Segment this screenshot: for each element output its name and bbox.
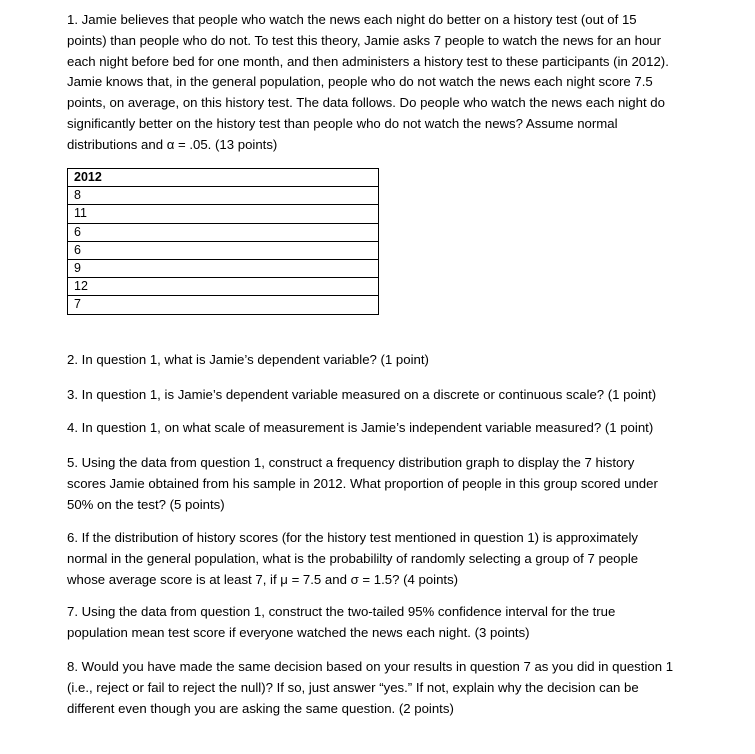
- table-header-row: [68, 169, 379, 187]
- table-cell: 8: [68, 187, 379, 205]
- question-7: [67, 602, 697, 644]
- question-6-line: 6. If the distribution of history scores (for the history test mentioned in question 1) is approximately: [67, 530, 638, 545]
- question-3: [67, 385, 697, 406]
- table-cell: 7: [68, 296, 379, 314]
- table-cell: 9: [68, 259, 379, 277]
- question-7-line: population mean test score if everyone watched the news each night. (3 points): [67, 624, 530, 640]
- question-5-line: 50% on the test? (5 points): [67, 496, 225, 512]
- question-8-line: (i.e., reject or fail to reject the null)? If so, just answer “yes.” If not, explain why the decision can be: [67, 679, 639, 695]
- table-cell: 6: [68, 241, 379, 259]
- table-row: [68, 223, 379, 241]
- question-7-line: 7. Using the data from question 1, construct the two-tailed 95% confidence interval for the true: [67, 604, 616, 619]
- question-6-line: normal in the general population, what is the probabililty of randomly selecting a group of 7 people: [67, 550, 639, 566]
- question-1-line: each night before bed for one month, and then administers a history test to these participants (in 2012).: [67, 53, 669, 69]
- table-row: [68, 187, 379, 205]
- table-header-cell: 2012: [68, 169, 379, 187]
- question-4: [67, 418, 697, 439]
- question-8: [67, 657, 697, 719]
- table-cell: 12: [68, 278, 379, 296]
- question-5-line: scores Jamie obtained from his sample in 2012. What proportion of people in this group scored under: [67, 475, 658, 491]
- question-6-line: whose average score is at least 7, if μ = 7.5 and σ = 1.5? (4 points): [67, 571, 459, 587]
- question-8-line: different even though you are asking the same question. (2 points): [67, 700, 454, 716]
- question-5: [67, 453, 697, 515]
- question-8-line: 8. Would you have made the same decision based on your results in question 7 as you did in question 1: [67, 659, 674, 674]
- question-1: [67, 10, 697, 156]
- table-row: [68, 296, 379, 314]
- question-3-line: 3. In question 1, is Jamie’s dependent variable measured on a discrete or continuous scale? (1 point): [67, 387, 657, 402]
- scores-table: [67, 168, 379, 315]
- table-row: [68, 259, 379, 277]
- table-row: [68, 205, 379, 223]
- table-row: [68, 278, 379, 296]
- table-cell: 6: [68, 223, 379, 241]
- question-1-line: significantly better on the history test than people who do not watch the news? Assume normal: [67, 115, 618, 131]
- question-2: [67, 350, 697, 371]
- table-cell: 11: [68, 205, 379, 223]
- question-5-line: 5. Using the data from question 1, construct a frequency distribution graph to display the 7 history: [67, 455, 635, 470]
- question-6: [67, 528, 697, 590]
- question-1-line: distributions and α = .05. (13 points): [67, 136, 278, 152]
- question-1-line: 1. Jamie believes that people who watch the news each night do better on a history test (out of 15: [67, 12, 637, 27]
- table-row: [68, 241, 379, 259]
- question-1-line: points, on average, on this history test. The data follows. Do people who watch the news each night do: [67, 95, 665, 111]
- question-1-line: points) than people who do not. To test this theory, Jamie asks 7 people to watch the news for an hour: [67, 32, 662, 48]
- question-2-line: 2. In question 1, what is Jamie’s dependent variable? (1 point): [67, 352, 429, 367]
- question-1-line: Jamie knows that, in the general population, people who do not watch the news each night score 7.5: [67, 74, 653, 90]
- question-4-line: 4. In question 1, on what scale of measurement is Jamie’s independent variable measured? (1 point): [67, 420, 654, 435]
